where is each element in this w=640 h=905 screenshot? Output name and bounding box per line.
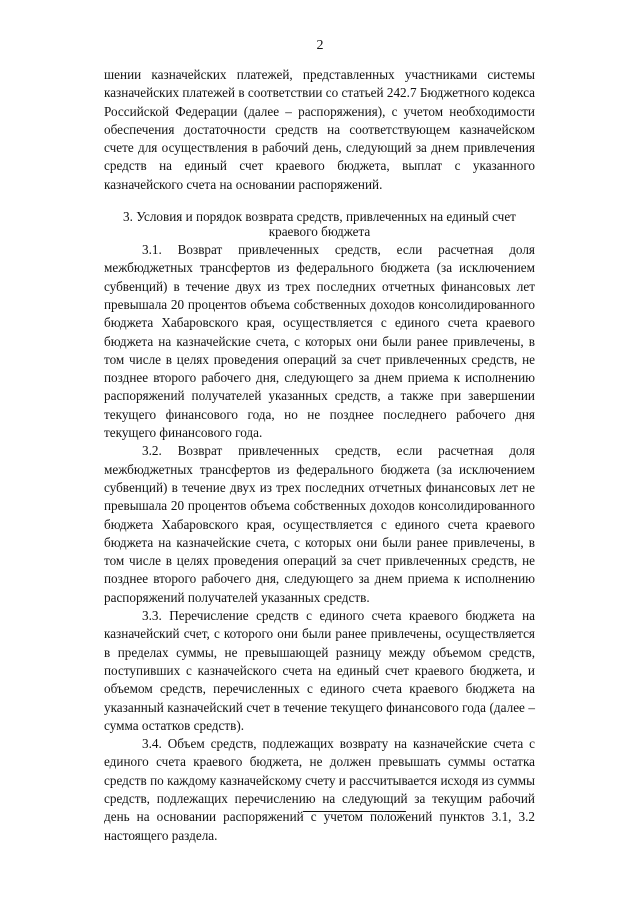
paragraph-3-3: 3.3. Перечисление средств с единого счета краевого бюджета на казначейский счет, с которого они были ранее привлечены, осуществляется в пределах суммы, не превышающей разницу между объемом средств, поступивших с казначейского счета на единый счет краевого бюджета, и объемом средств, перечисленных с единого счета краевого бюджета на указанный казначейский счет в течение текущего финансового года (далее – сумма остатков средств). bbox=[104, 608, 535, 733]
paragraph-3-2: 3.2. Возврат привлеченных средств, если расчетная доля межбюджетных трансфертов из федерального бюджета (за исключением субвенций) в течение двух из трех последних отчетных финансовых лет не превышала 20 процентов объема собственных доходов консолидированного бюджета Хабаровского края, осуществляется с единого счета краевого бюджета на казначейские счета, с которых они были ранее привлечены, в том числе в целях проведения операций за счет привлеченных средств, не позднее второго рабочего дня, следующего за днем приема к исполнению распоряжений получателей указанных средств. bbox=[104, 443, 535, 605]
page-number: 2 bbox=[316, 38, 324, 53]
section-heading bbox=[104, 210, 535, 239]
section-heading-line-2: краевого бюджета bbox=[268, 223, 371, 239]
document-body bbox=[104, 66, 535, 845]
intro-paragraph: шении казначейских платежей, представленных участниками системы казначейских платежей в соответствии со статьей 242.7 Бюджетного кодекса Российской Федерации (далее – распоряжения), с учетом необходимости обеспечения достаточности средств на соответствующем казначейском счете для осуществления в рабочий день, следующий за днем привлечения средств на единый счет краевого бюджета, выплат с указанного казначейского счета на основании распоряжений. bbox=[104, 67, 535, 192]
paragraph-3-4: 3.4. Объем средств, подлежащих возврату на казначейские счета с единого счета краевого бюджета, не должен превышать суммы остатка средств по каждому казначейскому счету и рассчитывается исходя из суммы средств, подлежащих перечислению на следующий за текущим рабочий день на основании распоряжений с учетом положений пунктов 3.1, 3.2 настоящего раздела. bbox=[104, 736, 535, 843]
paragraph-3-1: 3.1. Возврат привлеченных средств, если расчетная доля межбюджетных трансфертов из федерального бюджета (за исключением субвенций) в течение двух из трех последних отчетных финансовых лет превышала 20 процентов объема собственных доходов консолидированного бюджета Хабаровского края, осуществляется с единого счета краевого бюджета на казначейские счета, с которых они были ранее привлечены, в том числе в целях проведения операций за счет привлеченных средств, не позднее второго рабочего дня, следующего за днем приема к исполнению распоряжений получателей указанных средств, а также при завершении текущего финансового года, но не позднее последнего рабочего дня текущего финансового года. bbox=[104, 242, 535, 441]
closing-rule bbox=[303, 811, 406, 812]
section-heading-line-1: 3. Условия и порядок возврата средств, привлеченных на единый счет bbox=[123, 209, 516, 225]
